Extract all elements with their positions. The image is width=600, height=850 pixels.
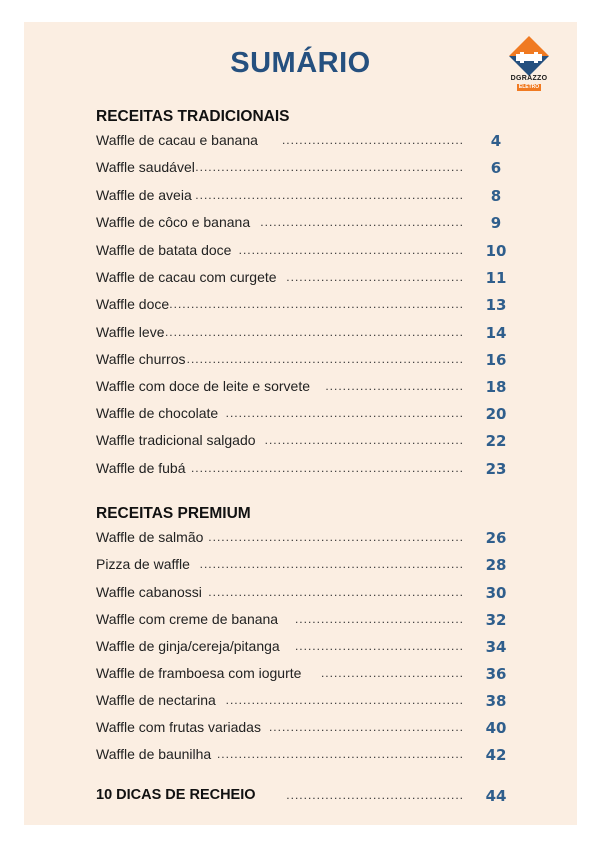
toc-entry-label: Waffle churros — [96, 351, 186, 367]
toc-entry-label: Waffle com creme de banana — [96, 611, 279, 627]
brand-logo — [502, 35, 568, 95]
toc-entry-label: Waffle de aveia — [96, 187, 192, 203]
toc-entry-label: Waffle de batata doce — [96, 242, 232, 258]
toc-entry-label: Waffle de côco e banana — [96, 214, 251, 230]
toc-entry[interactable] — [96, 432, 516, 452]
toc-entry-page: 6 — [490, 159, 502, 177]
toc-entry-leader: ................................. — [320, 666, 464, 680]
page-title: SUMÁRIO — [230, 47, 371, 79]
section-heading-traditional: RECEITAS TRADICIONAIS — [96, 108, 290, 125]
toc-entry-label: Waffle com frutas variadas — [96, 719, 261, 735]
toc-entry-leader: ...................................................................... — [160, 325, 464, 339]
toc-entry[interactable] — [96, 611, 516, 631]
toc-entry-leader: ........................................................... — [208, 530, 464, 544]
toc-entry-leader: .................................................... — [238, 243, 464, 257]
toc-entry-leader: .............................................. — [264, 433, 464, 447]
toc-entry[interactable] — [96, 665, 516, 685]
toc-entry-leader: .......................................... — [281, 133, 464, 147]
toc-entry-leader: ....................................................... — [225, 693, 464, 707]
toc-entry[interactable] — [96, 405, 516, 425]
toc-entry[interactable] — [96, 529, 516, 549]
toc-entry-page: 44 — [485, 787, 507, 805]
toc-entry-leader: .................................................................... — [169, 297, 464, 311]
toc-entry[interactable] — [96, 460, 516, 480]
toc-entry-label: Waffle cabanossi — [96, 584, 202, 600]
toc-entry-page: 32 — [485, 611, 507, 629]
toc-entry-page: 42 — [485, 746, 507, 764]
toc-entry-label: Waffle de baunilha — [96, 746, 212, 762]
toc-entry-page: 16 — [485, 351, 507, 369]
toc-entry-page: 9 — [490, 214, 502, 232]
toc-entry-label: Waffle doce — [96, 296, 170, 312]
toc-entry-leader: ................................ — [325, 379, 464, 393]
toc-entry[interactable] — [96, 187, 516, 207]
toc-entry[interactable] — [96, 296, 516, 316]
toc-entry-page: 8 — [490, 187, 502, 205]
toc-entry-page: 34 — [485, 638, 507, 656]
toc-entry-label: Waffle de cacau com curgete — [96, 269, 277, 285]
toc-entry-page: 38 — [485, 692, 507, 710]
logo-sub-text: ELETRO — [518, 84, 540, 90]
toc-entry-leader: ......................................... — [286, 788, 464, 802]
toc-entry-label: Waffle de fubá — [96, 460, 186, 476]
toc-entry-page: 13 — [485, 296, 507, 314]
toc-entry-page: 22 — [485, 432, 507, 450]
toc-entry-leader: ............................................................... — [190, 461, 464, 475]
section-heading-premium: RECEITAS PREMIUM — [96, 505, 251, 522]
toc-entry-leader: ............................................... — [260, 215, 464, 229]
toc-entry-page: 11 — [485, 269, 507, 287]
toc-entry[interactable] — [96, 351, 516, 371]
toc-entry-leader: ........................................................... — [208, 585, 464, 599]
toc-entry[interactable] — [96, 638, 516, 658]
toc-entry-label: Waffle de chocolate — [96, 405, 219, 421]
toc-entry[interactable] — [96, 584, 516, 604]
toc-entry-leader: .............................................................. — [195, 160, 464, 174]
toc-entry-label: Waffle de salmão — [96, 529, 204, 545]
toc-entry[interactable] — [96, 269, 516, 289]
toc-entry[interactable] — [96, 214, 516, 234]
toc-entry-page: 26 — [485, 529, 507, 547]
toc-entry-label: Pizza de waffle — [96, 556, 190, 572]
toc-entry-leader: .............................................................. — [195, 188, 464, 202]
toc-entry[interactable] — [96, 692, 516, 712]
toc-entry-filling-tips[interactable] — [96, 787, 516, 807]
toc-entry-label: Waffle de nectarina — [96, 692, 216, 708]
toc-entry-label: Waffle saudável — [96, 159, 195, 175]
toc-entry-page: 23 — [485, 460, 507, 478]
toc-entry-label: Waffle leve — [96, 324, 165, 340]
toc-entry-page: 30 — [485, 584, 507, 602]
toc-entry-leader: ............................................................. — [199, 557, 464, 571]
toc-entry-page: 4 — [490, 132, 502, 150]
toc-entry[interactable] — [96, 159, 516, 179]
toc-entry-page: 36 — [485, 665, 507, 683]
toc-entry-label: Waffle de ginja/cereja/pitanga — [96, 638, 280, 654]
toc-entry-label: Waffle tradicional salgado — [96, 432, 256, 448]
toc-entry-leader: ....................................................... — [225, 406, 464, 420]
toc-entry-page: 14 — [485, 324, 507, 342]
toc-entry-label: Waffle de cacau e banana — [96, 132, 258, 148]
toc-entry-page: 28 — [485, 556, 507, 574]
toc-entry-page: 40 — [485, 719, 507, 737]
toc-entry[interactable] — [96, 746, 516, 766]
toc-entry-page: 10 — [485, 242, 507, 260]
toc-entry-leader: ....................................... — [294, 639, 464, 653]
toc-entry-label: Waffle de framboesa com iogurte — [96, 665, 302, 681]
toc-entry[interactable] — [96, 378, 516, 398]
toc-entry[interactable] — [96, 132, 516, 152]
toc-entry-leader: ......................................... — [286, 270, 464, 284]
toc-entry[interactable] — [96, 324, 516, 344]
toc-entry-label: 10 DICAS DE RECHEIO — [96, 787, 256, 803]
toc-entry[interactable] — [96, 242, 516, 262]
toc-entry-leader: ............................................. — [268, 720, 464, 734]
toc-entry-leader: ....................................... — [294, 612, 464, 626]
toc-entry[interactable] — [96, 719, 516, 739]
toc-entry-label: Waffle com doce de leite e sorvete — [96, 378, 310, 394]
toc-entry-leader: ................................................................ — [186, 352, 464, 366]
toc-entry-page: 20 — [485, 405, 507, 423]
logo-brand-text: DGRAZZO — [510, 75, 548, 82]
toc-entry[interactable] — [96, 556, 516, 576]
toc-page — [24, 22, 577, 825]
toc-entry-leader: ......................................................... — [216, 747, 464, 761]
logo-diamond-icon — [502, 35, 556, 77]
toc-entry-page: 18 — [485, 378, 507, 396]
